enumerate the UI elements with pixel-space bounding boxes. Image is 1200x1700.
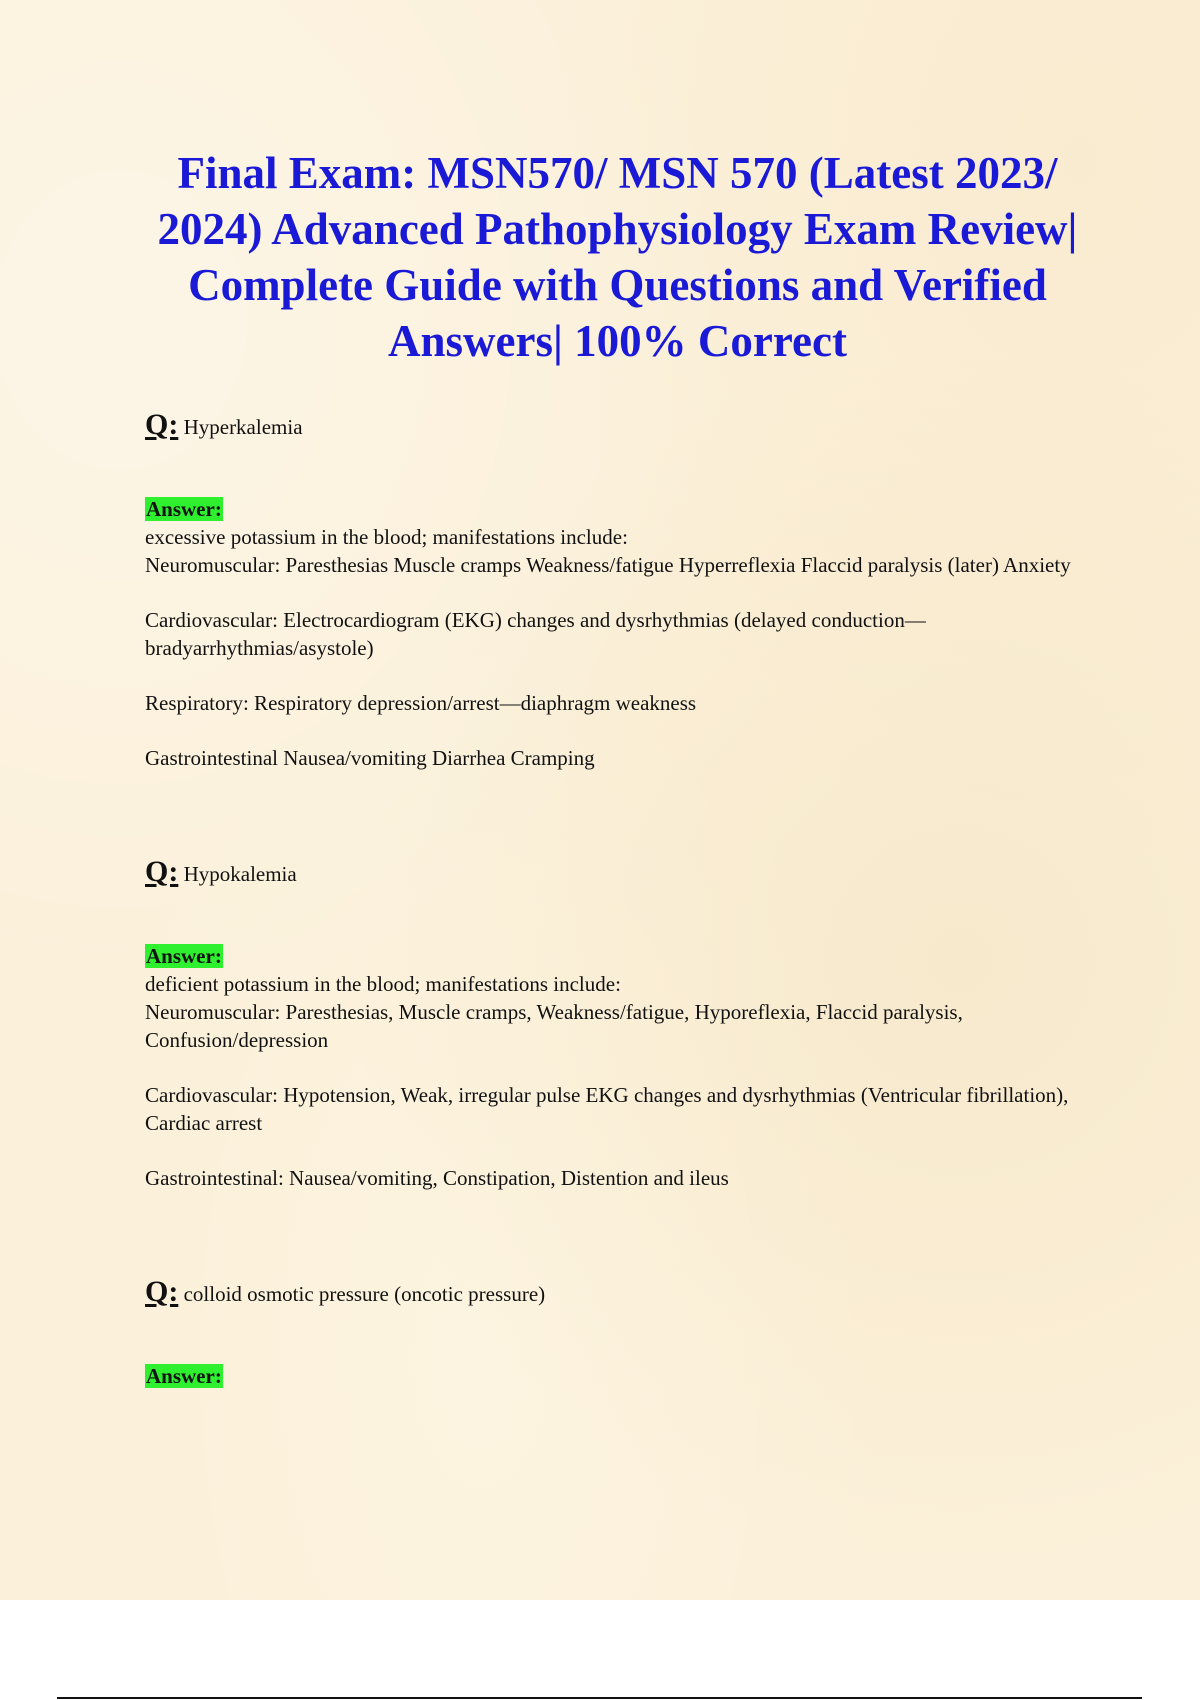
document-title: Final Exam: MSN570/ MSN 570 (Latest 2023/ 2024) Advanced Pathophysiology Exam Review| Complete Guide with Questions and Verified Answers| 100% Correct bbox=[157, 148, 1078, 366]
question-line bbox=[145, 405, 1080, 447]
question-line bbox=[145, 852, 1080, 894]
answer-label: Answer: bbox=[146, 944, 222, 968]
question-text: colloid osmotic pressure (oncotic pressure) bbox=[183, 1282, 546, 1306]
question-prefix: Q: bbox=[145, 855, 179, 888]
answer-label: Answer: bbox=[146, 1364, 222, 1388]
answer-label: Answer: bbox=[146, 497, 222, 521]
answer-neuromuscular: Neuromuscular: Paresthesias Muscle cramps Weakness/fatigue Hyperreflexia Flaccid paralysis (later) Anxiety bbox=[145, 553, 1071, 577]
answer-neuromuscular: Neuromuscular: Paresthesias, Muscle cramps, Weakness/fatigue, Hyporeflexia, Flaccid paralysis, Confusion/depression bbox=[145, 1000, 963, 1052]
question-prefix: Q: bbox=[145, 1275, 179, 1308]
qa-content bbox=[145, 405, 1080, 1390]
answer-intro: excessive potassium in the blood; manifestations include: bbox=[145, 525, 628, 549]
answer-respiratory: Respiratory: Respiratory depression/arrest—diaphragm weakness bbox=[145, 691, 697, 715]
footer-divider bbox=[57, 1697, 1142, 1699]
question-text: Hypokalemia bbox=[183, 862, 297, 886]
question-prefix: Q: bbox=[145, 408, 179, 441]
qa-item-colloid-osmotic-pressure bbox=[145, 1272, 1080, 1390]
qa-item-hypokalemia bbox=[145, 852, 1080, 1192]
answer-cardiovascular: Cardiovascular: Electrocardiogram (EKG) changes and dysrhythmias (delayed conduction—bradyarrhythmias/asystole) bbox=[145, 608, 926, 660]
question-line bbox=[145, 1272, 1080, 1314]
answer-cardiovascular: Cardiovascular: Hypotension, Weak, irregular pulse EKG changes and dysrhythmias (Ventricular fibrillation), Cardiac arrest bbox=[145, 1083, 1069, 1135]
answer-gastrointestinal: Gastrointestinal Nausea/vomiting Diarrhea Cramping bbox=[145, 746, 595, 770]
answer-intro: deficient potassium in the blood; manifestations include: bbox=[145, 972, 621, 996]
question-text: Hyperkalemia bbox=[183, 415, 303, 439]
qa-item-hyperkalemia bbox=[145, 405, 1080, 772]
answer-gastrointestinal: Gastrointestinal: Nausea/vomiting, Constipation, Distention and ileus bbox=[145, 1166, 729, 1190]
